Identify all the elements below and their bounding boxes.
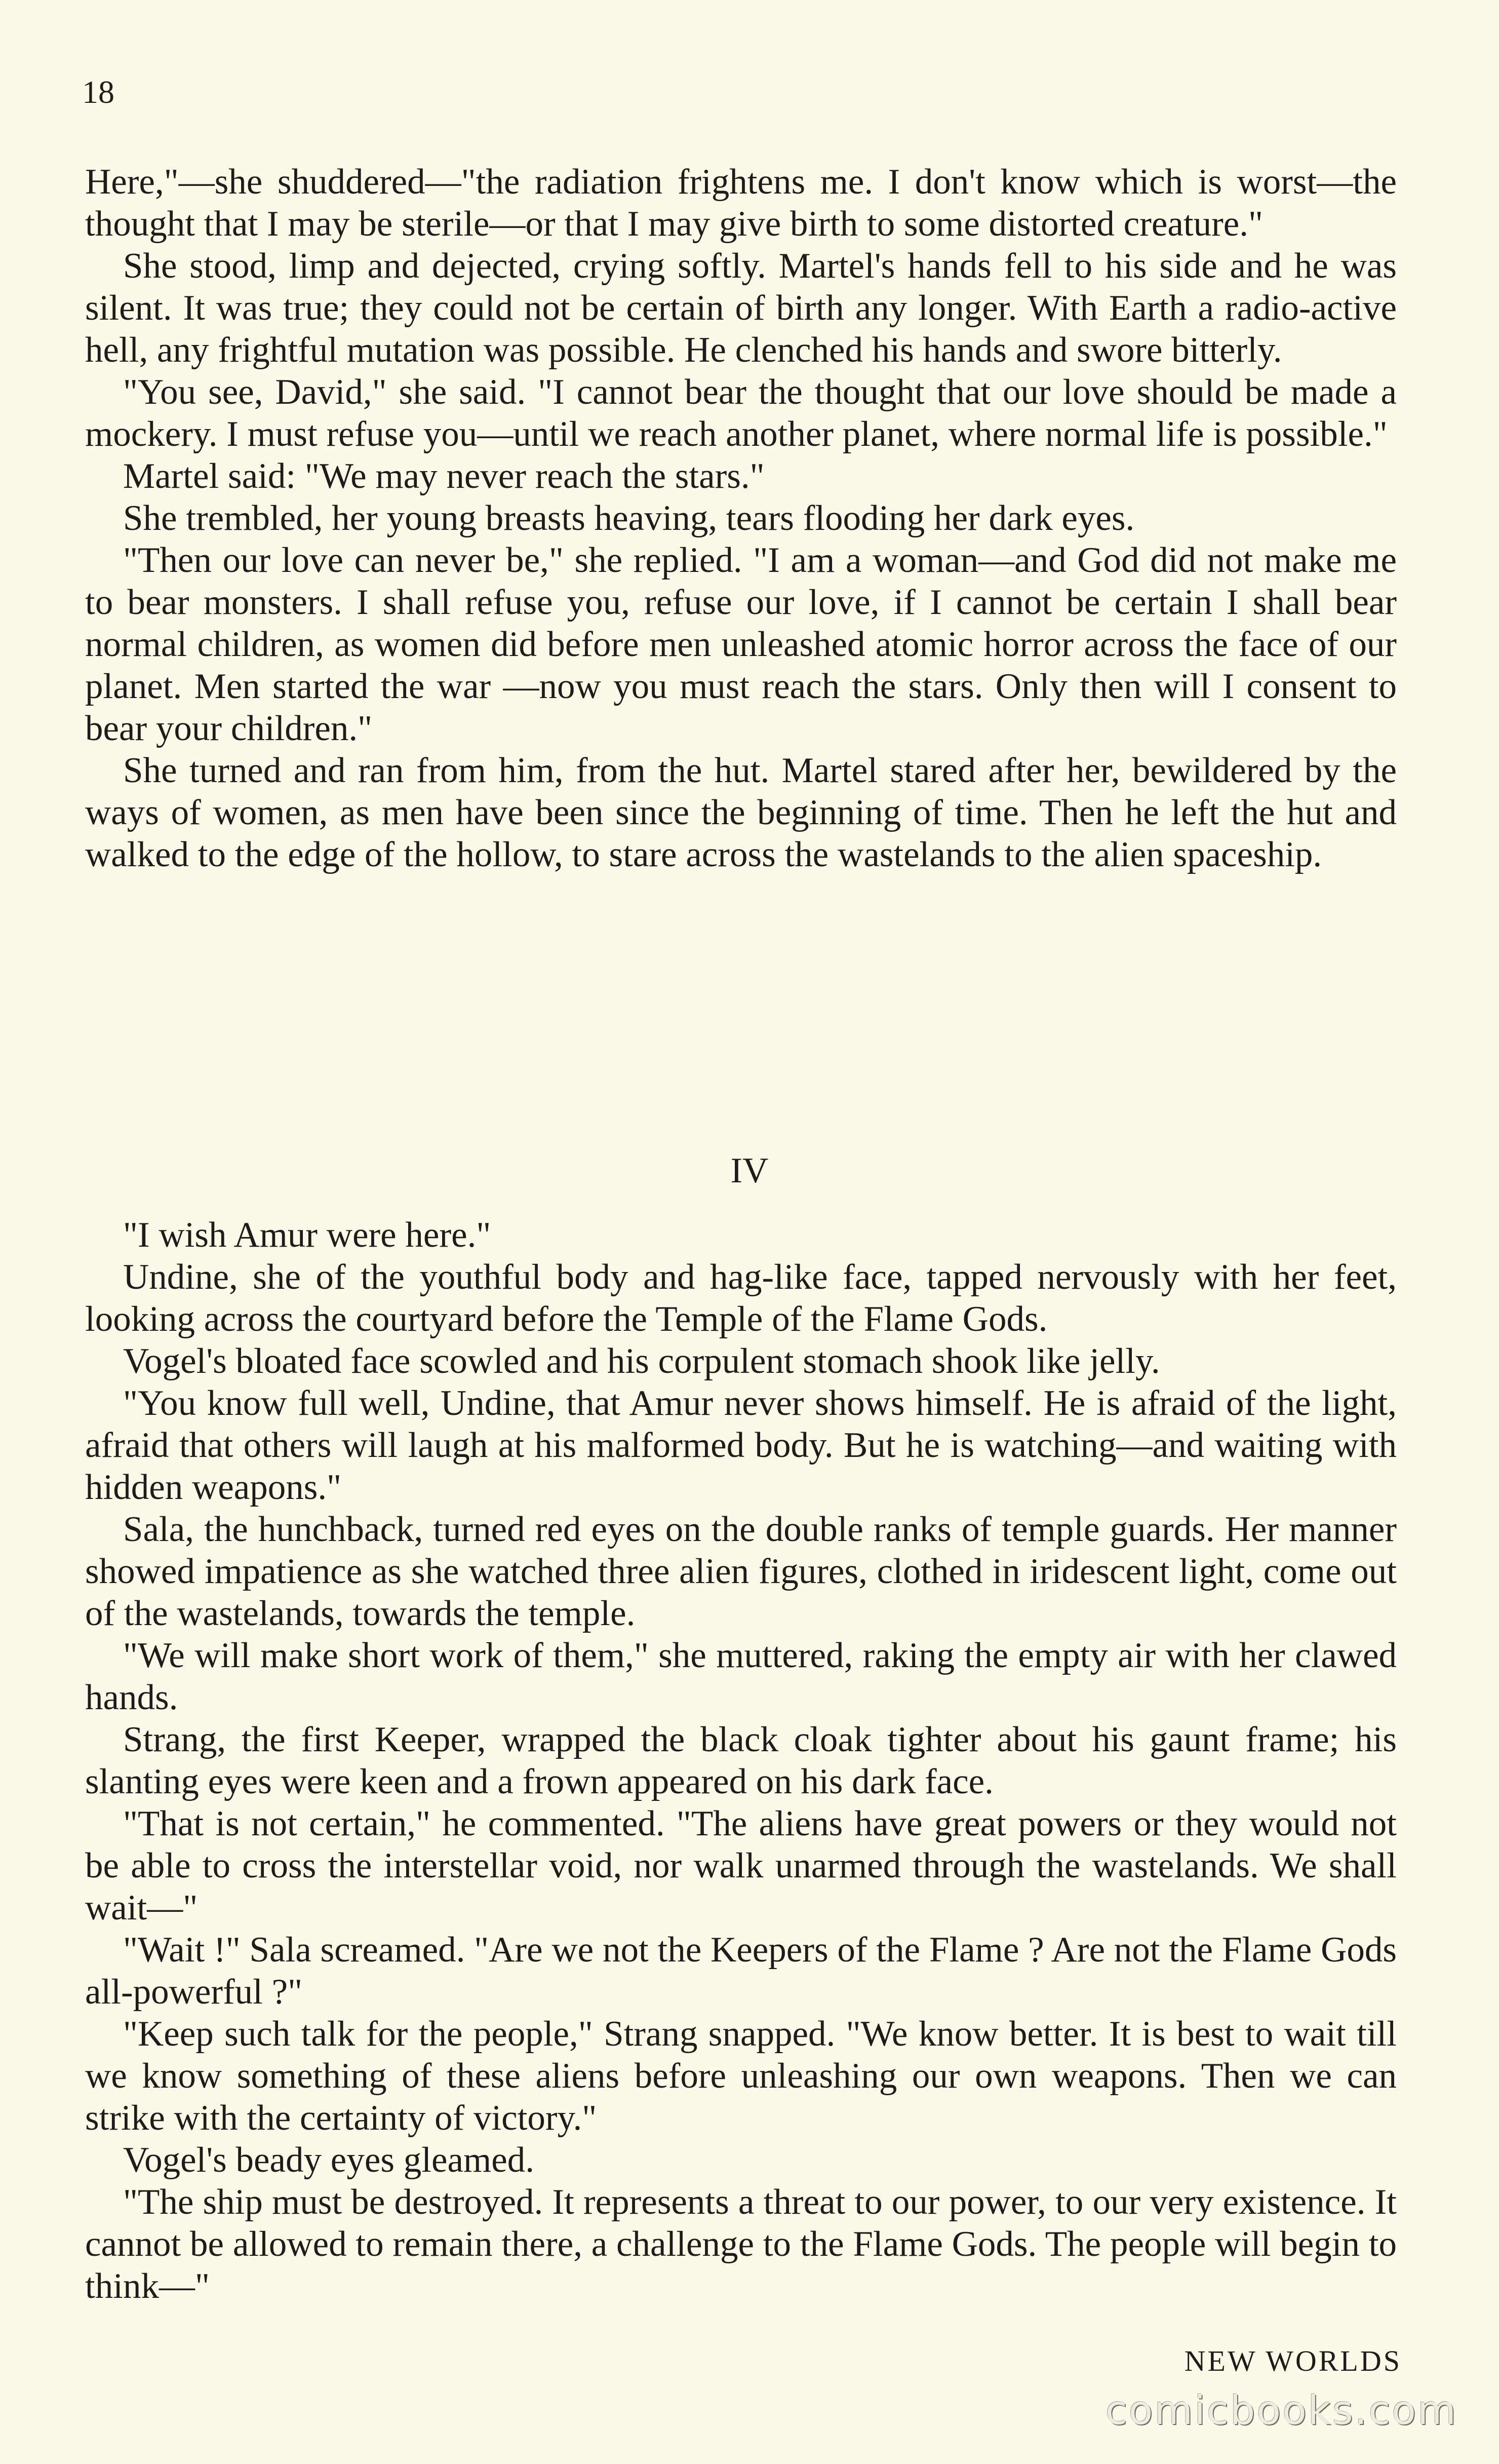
paragraph: "Keep such talk for the people," Strang snapped. "We know better. It is best to wait till we know something of these aliens before unleashing our own weapons. Then we can strike with the certainty of victory.": [85, 2014, 1397, 2138]
paragraph: "You know full well, Undine, that Amur never shows himself. He is afraid of the light, afraid that others will laugh at his malformed body. But he is watching—and waiting with hidden weapons.": [85, 1383, 1397, 1507]
paragraph: "That is not certain," he commented. "The aliens have great powers or they would not be able to cross the interstellar void, nor walk unarmed through the wastelands. We shall wait—": [85, 1804, 1397, 1928]
page-number: 18: [82, 74, 114, 110]
paragraph: "Then our love can never be," she replied. "I am a woman—and God did not make me to bear monsters. I shall refuse you, refuse our love, if I cannot be certain I shall bear normal children, as women did before men unleashed atomic horror across the face of our planet. Men started the war —now you must reach the stars. Only then will I consent to bear your children.": [85, 541, 1397, 748]
section-heading: IV: [730, 1151, 769, 1190]
paragraph: "Wait !" Sala screamed. "Are we not the Keepers of the Flame ? Are not the Flame Gods all-powerful ?": [85, 1930, 1397, 2012]
paragraph: Vogel's bloated face scowled and his corpulent stomach shook like jelly.: [123, 1341, 1160, 1381]
paragraph: Strang, the first Keeper, wrapped the black cloak tighter about his gaunt frame; his slanting eyes were keen and a frown appeared on his dark face.: [85, 1720, 1397, 1801]
story-text-part-two: [85, 1214, 1397, 2307]
paragraph: Vogel's beady eyes gleamed.: [123, 2140, 534, 2180]
paragraph: Sala, the hunchback, turned red eyes on the double ranks of temple guards. Her manner showed impatience as she watched three alien figures, clothed in iridescent light, come out of the wastelands, towards the temple.: [85, 1510, 1397, 1633]
paragraph: "I wish Amur were here.": [123, 1215, 491, 1255]
story-text-part-one: [85, 161, 1397, 876]
paragraph: Undine, she of the youthful body and hag-like face, tapped nervously with her feet, looking across the courtyard before the Temple of the Flame Gods.: [85, 1257, 1397, 1339]
magazine-title-footer: NEW WORLDS: [1184, 2344, 1402, 2377]
paragraph: "You see, David," she said. "I cannot bear the thought that our love should be made a mockery. I must refuse you—until we reach another planet, where normal life is possible.": [85, 372, 1397, 454]
watermark: comicbooks.com: [1105, 2388, 1457, 2434]
paragraph: She turned and ran from him, from the hut. Martel stared after her, bewildered by the ways of women, as men have been since the beginning of time. Then he left the hut and walked to the edge of the hollow, to stare across the wastelands to the alien spaceship.: [85, 751, 1397, 874]
paragraph: Martel said: "We may never reach the stars.": [123, 456, 765, 496]
paragraph: She trembled, her young breasts heaving, tears flooding her dark eyes.: [123, 498, 1135, 538]
paragraph: "We will make short work of them," she muttered, raking the empty air with her clawed hands.: [85, 1636, 1397, 1717]
paragraph: "The ship must be destroyed. It represents a threat to our power, to our very existence. It cannot be allowed to remain there, a challenge to the Flame Gods. The people will begin to think—": [85, 2182, 1397, 2306]
paragraph: She stood, limp and dejected, crying softly. Martel's hands fell to his side and he was silent. It was true; they could not be certain of birth any longer. With Earth a radio-active hell, any frightful mutation was possible. He clenched his hands and swore bitterly.: [85, 246, 1397, 370]
paragraph: Here,"—she shuddered—"the radiation frightens me. I don't know which is worst—the thought that I may be sterile—or that I may give birth to some distorted creature.": [85, 162, 1397, 244]
